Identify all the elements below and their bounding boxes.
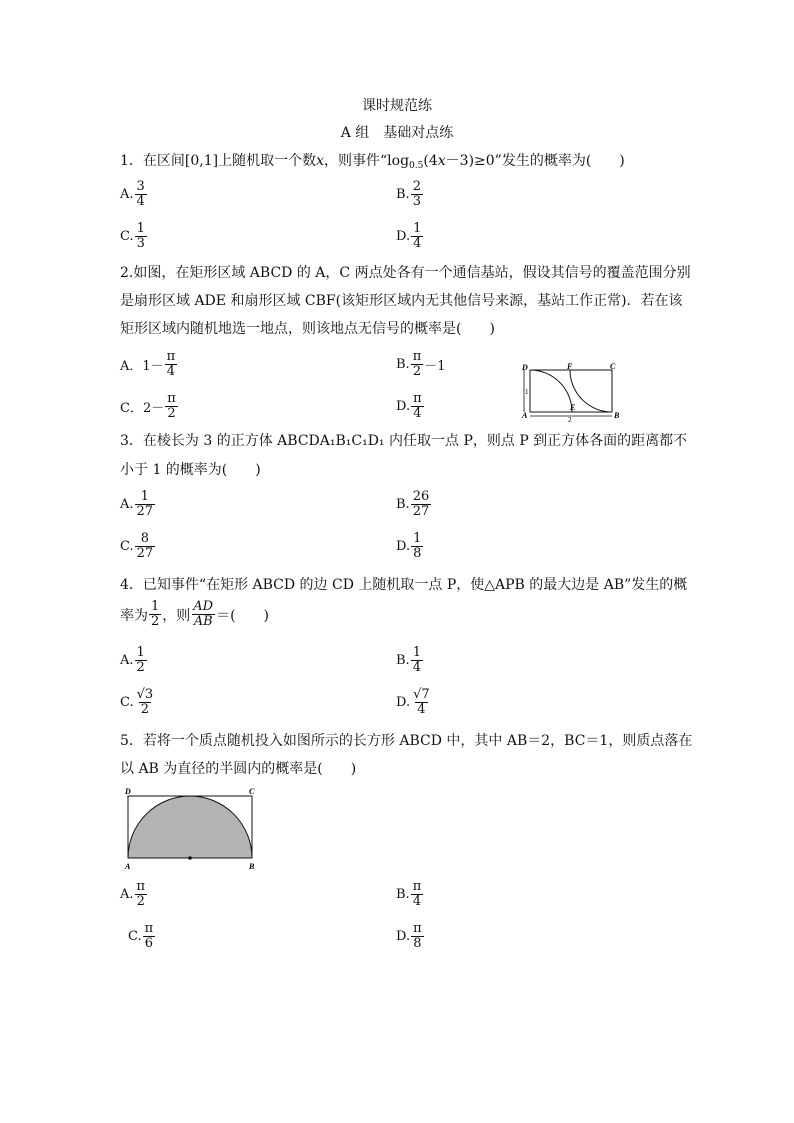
label-d: D (522, 363, 528, 372)
question-4-line-1: 4．已知事件“在矩形 ABCD 的边 CD 上随机取一点 P，使△APB 的最大边是 AB”发生的概 (120, 577, 688, 593)
question-5-line-1: 5．若将一个质点随机投入如图所示的长方形 ABCD 中，其中 AB＝2，BC＝1，则质点落在 (120, 733, 693, 749)
label-bottom-length: 2 (568, 416, 572, 422)
q2-option-a[interactable]: A．1－ $\frac{\pi}{4}$ (120, 349, 176, 379)
question-1-stem: 1．在区间[0,1]上随机取一个数x，则事件“$\log_{0.5}(4x-3)\ge 0$”发生的概率为( ) (120, 153, 625, 171)
label-a: A (522, 411, 528, 420)
q1-option-b[interactable]: B. $\frac{2}{3}$ (396, 179, 421, 209)
q4-option-d[interactable]: D. $\frac{√7}{4}$ (396, 687, 430, 717)
q3-option-d[interactable]: D. $\frac{1}{8}$ (396, 531, 422, 561)
q1-option-d[interactable]: D. $\frac{1}{4}$ (396, 221, 422, 251)
question-3-line-2: 小于 1 的概率为( ) (120, 462, 261, 478)
question-5-line-2: 以 AB 为直径的半圆内的概率是( ) (120, 761, 357, 777)
label-c: C (249, 787, 255, 796)
question-2-line-1: 2.如图，在矩形区域 ABCD 的 A，C 两点处各有一个通信基站，假设其信号的覆盖范围分别 (120, 265, 691, 281)
q2-rectangle-figure (512, 360, 624, 422)
label-c: C (610, 362, 616, 371)
q3-option-c[interactable]: C. $\frac{8}{27}$ (120, 531, 154, 561)
q3-option-a[interactable]: A. $\frac{1}{27}$ (120, 489, 154, 519)
label-side-length: 1 (525, 388, 529, 396)
q5-option-b[interactable]: B. $\frac{\pi}{4}$ (396, 879, 422, 909)
question-2-line-2: 是扇形区域 ADE 和扇形区域 CBF(该矩形区域内无其他信号来源，基站工作正常)．若在该 (120, 293, 683, 309)
question-4-line-2: 率为 $\frac{1}{2}$ ，则 $\frac{AD}{AB}$ ＝( ) (120, 599, 270, 629)
label-e: E (570, 403, 576, 412)
q5-semicircle-figure (120, 786, 260, 872)
q3-option-b[interactable]: B. $\frac{26}{27}$ (396, 489, 430, 519)
question-2-line-3: 矩形区域内随机地选一地点，则该地点无信号的概率是( ) (120, 321, 495, 337)
section-heading: A 组 基础对点练 (340, 125, 454, 141)
q4-option-a[interactable]: A. $\frac{1}{2}$ (120, 645, 145, 675)
label-a: A (125, 862, 131, 871)
q5-option-d[interactable]: D. $\frac{\pi}{8}$ (396, 921, 422, 951)
arc-cbf (570, 370, 612, 412)
q2-option-d[interactable]: D. $\frac{\pi}{4}$ (396, 391, 422, 421)
arc-ade (530, 370, 572, 412)
q4-option-c[interactable]: C. $\frac{√3}{2}$ (120, 687, 154, 717)
q2-option-b[interactable]: B. $\frac{\pi}{2}$ －1 (396, 349, 446, 379)
q2-option-c[interactable]: C．2－ $\frac{\pi}{2}$ (120, 391, 176, 421)
q1-option-a[interactable]: A. $\frac{3}{4}$ (120, 179, 145, 209)
q4-option-b[interactable]: B. $\frac{1}{4}$ (396, 645, 421, 675)
q1-option-c[interactable]: C. $\frac{1}{3}$ (120, 221, 145, 251)
center-point (188, 856, 192, 860)
page-title: 课时规范练 (362, 98, 432, 114)
shaded-semicircle (128, 796, 252, 858)
label-b: B (249, 862, 255, 871)
label-b: B (614, 411, 620, 420)
question-3-line-1: 3．在棱长为 3 的正方体 ABCDA₁B₁C₁D₁ 内任取一点 P，则点 P 到正方体各面的距离都不 (120, 433, 688, 449)
q5-option-a[interactable]: A. $\frac{\pi}{2}$ (120, 879, 146, 909)
label-d: D (125, 787, 131, 796)
label-f: F (567, 362, 573, 371)
q5-option-c[interactable]: C. $\frac{\pi}{6}$ (128, 921, 154, 951)
